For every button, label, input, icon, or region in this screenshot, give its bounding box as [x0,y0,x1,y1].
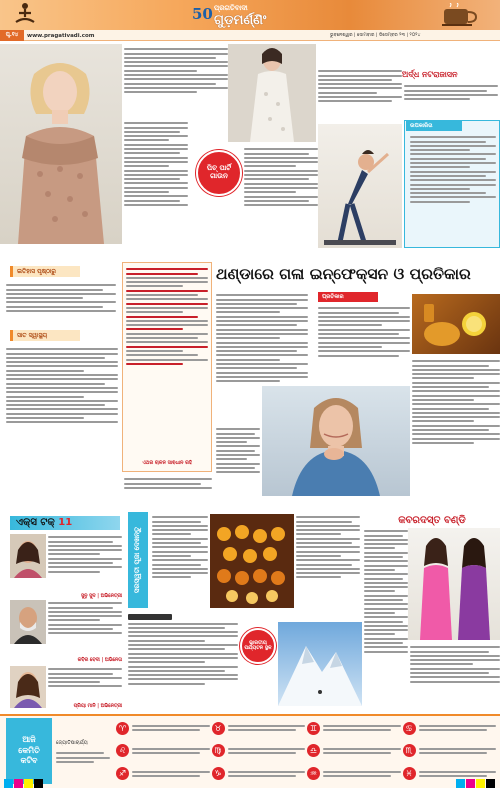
yoga-title: ଅର୍ଦ୍ଧ ନଟରାଜାସନ [402,70,458,79]
fashion-gown-photo [228,44,316,142]
travel-badge-label: ଭାରତୀୟ ପର୍ଯ୍ୟଟନ ସ୍ଥଳ [244,639,272,651]
travel-badge [240,628,276,664]
horoscope-title-3: କଟିବ [20,756,38,766]
zodiac-icon: ♌ [116,744,129,757]
zodiac-item [307,741,401,762]
fashion-badge-label: ପିଚ୍ ପାର୍ଟି ଗାଉନ [206,164,232,180]
horoscope-title-2: କେମିତି [18,745,40,755]
horoscope-title-1: ଆଜି [22,734,36,744]
mix-talk-title [16,516,72,530]
mix-text-1 [48,534,122,594]
zodiac-icon: ♊ [307,722,320,735]
health-quote-text [126,266,208,446]
page-title: ଗୁଡ଼ମର୍ଣ୍ଣିଂ [214,13,267,28]
health-prevent-title: ପ୍ରତିକାର [318,292,378,302]
zodiac-grid [116,718,496,784]
zodiac-icon: ♍ [212,744,225,757]
health-quote-caption: ଏଥର ଚାଳନ ସାଵଧାନ ରହି [142,460,192,466]
zodiac-icon: ♏ [403,744,416,757]
health-remedy-text [412,358,500,498]
festival-vertical-bar [128,512,148,608]
fashion-body-text [124,120,188,246]
mix-person-1: ସୁନୁ ସୁଦ | ଅଭିନେତ୍ରୀ [81,594,122,599]
mix-text-2 [48,600,122,658]
fashion-intro-text [124,46,228,116]
celebrity-text-2 [410,644,500,708]
yoga-pose-photo [318,124,402,248]
zodiac-icon: ♉ [212,722,225,735]
honey-lemon-photo [412,294,500,354]
page-number: ପୃ.୧୪ [0,30,24,41]
zodiac-icon: ♑ [212,767,225,780]
website-link[interactable]: www.pragativadi.com [27,33,95,39]
yoga-steps-text [404,83,498,119]
celebrity-title: କବରଦସ୍ତ ବଣ୍ଡି [398,515,466,526]
celebrity-photo [408,528,500,640]
yoga-benefits-title: ଉପକାରିତା [406,121,462,131]
yoga-intro-text [318,68,402,124]
actress-photo-1 [10,534,46,578]
tips-title: ସାତ ସ୍ୱାସ୍ଥ୍ୟ [10,330,80,341]
fashion-badge [196,150,242,196]
zodiac-icon: ♋ [403,722,416,735]
astrologer-info [56,750,110,780]
health-left-text [124,476,212,498]
zodiac-icon: ♐ [116,767,129,780]
health-headline: ଥଣ୍ଡାରେ ଗଳା ଇନ୍ଫେକ୍ସନ ଓ ପ୍ରତିକାର [216,265,471,283]
horoscope-title-box [6,718,52,784]
festival-vertical-title: ସରସ୍ୱତୀ ପୂଜା ଦେଖନ୍ତୁ [133,526,142,594]
color-registration-strip [0,779,500,788]
snow-mountain-photo [278,622,362,706]
meditation-icon [10,2,40,26]
celebrity-text [364,528,408,708]
health-remedies-list [216,426,260,498]
mix-person-2: କବିର ବେଦୀ | ଅଭିନେତା [77,658,122,663]
actor-photo [10,600,46,644]
zodiac-item [307,718,401,739]
zodiac-icon: ♓ [403,767,416,780]
date-line: ଭୁବନେଶ୍ୱର | ସୋମବାର | ଡିସେମ୍ବର ୨୩ | ୨୦୨୪ [330,33,421,38]
zodiac-item [212,718,306,739]
zodiac-item [403,718,497,739]
mix-talk-number: 11 [58,517,73,528]
zodiac-item [212,741,306,762]
actress-photo-2 [10,666,46,708]
anniversary-number: 50 [192,5,213,23]
yoga-benefits-list [410,134,496,244]
tea-cup-icon [440,3,490,28]
zodiac-item [116,718,210,739]
zodiac-icon: ♒ [307,767,320,780]
sore-throat-woman-photo [262,386,410,496]
astrologer-label: ଜ୍ୟୋତିଷାଚାର୍ଯ୍ୟ [56,740,88,746]
history-list [6,282,116,326]
travel-text-left [128,612,238,708]
tips-text [6,346,118,438]
fashion-model-photo [0,44,122,244]
zodiac-item [403,741,497,762]
mix-text-3 [48,666,122,704]
zodiac-item [116,741,210,762]
anniversary-logo [192,4,212,26]
fashion-body-text-2 [244,146,318,246]
mix-person-3: ପ୍ରିୟା ମାନି | ଅଭିନେତ୍ରୀ [73,704,122,709]
zodiac-icon: ♎ [307,744,320,757]
sweets-photo [210,514,294,608]
festival-text-2 [296,514,360,608]
health-prevent-text [318,305,410,385]
history-title: ଇତିହାସ ପୃଷ୍ଠାରୁ [10,266,80,277]
mix-talk-title-text: ଏକ୍ସ ଟକ୍ [16,517,55,528]
festival-text [152,514,208,608]
brand-name: ପ୍ରଗତିବାଦୀ [214,4,248,12]
zodiac-icon: ♈ [116,722,129,735]
